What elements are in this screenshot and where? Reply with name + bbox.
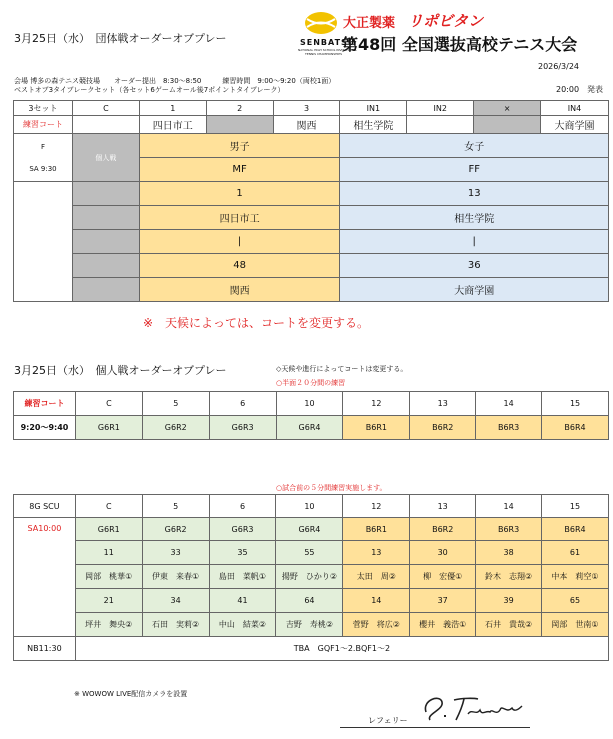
individual-order-title: 3月25日（水） 個人戦オーダーオブプレー	[14, 364, 227, 377]
team-header-court-1: 1	[139, 101, 206, 116]
player-cell: 揚野 ひかり②	[276, 565, 343, 589]
nb-text: TBA GQF1～2.BQF1～2	[75, 637, 608, 661]
practice-court-label: 練習コート	[14, 116, 73, 134]
logo-sub1: NATIONAL HIGH SCHOOL INVITATIONAL	[298, 48, 357, 52]
practice-round: G6R4	[276, 416, 343, 440]
right-seed-bottom: 36	[340, 254, 609, 278]
practice-header-court: 12	[343, 392, 410, 416]
match-slot-cell	[14, 134, 73, 182]
practice-round: B6R2	[410, 416, 476, 440]
publish-time: 20:00 発表	[556, 85, 604, 94]
match-header-court: 6	[209, 495, 276, 518]
player-cell: 島田 菜帆①	[209, 565, 276, 589]
gray-cell	[72, 254, 139, 278]
practice-cell: 大商学園	[541, 116, 609, 134]
half-court-note: ○半面２０分間の練習	[276, 379, 346, 387]
practice-cell: 関西	[273, 116, 340, 134]
practice-header-label: 練習コート	[14, 392, 76, 416]
right-team-bottom: 大商学園	[340, 278, 609, 302]
seed-cell: 64	[276, 589, 343, 613]
left-vs: |	[139, 230, 340, 254]
left-seed-bottom: 48	[139, 254, 340, 278]
match-header-court: 13	[410, 495, 476, 518]
match-header-court: C	[75, 495, 142, 518]
practice-round: G6R2	[142, 416, 209, 440]
match-header-court: 5	[142, 495, 209, 518]
round-cell: G6R3	[209, 518, 276, 541]
left-gender: 男子	[139, 134, 340, 158]
blank-cell	[14, 182, 73, 302]
individual-practice-table	[13, 391, 609, 440]
doc-date: 2026/3/24	[538, 62, 580, 71]
seed-cell: 34	[142, 589, 209, 613]
individual-match-table	[13, 494, 609, 661]
seed-cell: 65	[542, 589, 609, 613]
left-round: MF	[139, 158, 340, 182]
referee-label: レフェリー	[368, 716, 408, 725]
seed-cell: 38	[476, 541, 542, 565]
seed-cell: 61	[542, 541, 609, 565]
team-order-title: 3月25日（水） 団体戦オーダーオブプレー	[14, 32, 227, 45]
player-cell: 鈴木 志翔②	[476, 565, 542, 589]
player-cell: 伊東 来春①	[142, 565, 209, 589]
practice-round: B6R1	[343, 416, 410, 440]
court-change-note: ◇天候や進行によってコートは変更する。	[276, 365, 408, 373]
match-header-court: 12	[343, 495, 410, 518]
round-cell: G6R4	[276, 518, 343, 541]
player-cell: 中山 結菜②	[209, 613, 276, 637]
team-header-court-in2: IN2	[407, 101, 474, 116]
practice-round: B6R4	[542, 416, 609, 440]
player-cell: 吉野 寿桃②	[276, 613, 343, 637]
practice-round: G6R1	[75, 416, 142, 440]
round-cell: B6R3	[476, 518, 542, 541]
team-header-court-c: C	[72, 101, 139, 116]
tennis-ball-icon	[303, 10, 339, 36]
logo-sub2: TENNIS CHAMPIONSHIPS	[305, 52, 343, 56]
practice-cell	[72, 116, 139, 134]
player-cell: 菅野 将広②	[343, 613, 410, 637]
team-header-court-2: 2	[206, 101, 273, 116]
round-cell: G6R1	[75, 518, 142, 541]
practice-round: G6R3	[209, 416, 276, 440]
match-header-court: 15	[542, 495, 609, 518]
team-header-court-x: ×	[474, 101, 541, 116]
practice-cell: 四日市工	[139, 116, 206, 134]
practice-time: 9:20～9:40	[14, 416, 76, 440]
seed-cell: 21	[75, 589, 142, 613]
gray-cell	[72, 206, 139, 230]
player-cell: 岡部 世南①	[542, 613, 609, 637]
player-cell: 石田 実莉②	[142, 613, 209, 637]
logo-word: SENBATSU	[300, 38, 356, 47]
left-team-top: 四日市工	[139, 206, 340, 230]
practice-header-court: 6	[209, 392, 276, 416]
round-cell: B6R2	[410, 518, 476, 541]
match-label-f: F	[40, 142, 45, 151]
team-table	[13, 100, 609, 302]
team-header-court-in4: IN4	[541, 101, 609, 116]
nb-time: NB11:30	[14, 637, 76, 661]
product-name: リポビタン	[408, 12, 484, 30]
match-time: SA 9:30	[29, 164, 57, 173]
gray-cell	[72, 182, 139, 206]
practice-header-court: 14	[476, 392, 542, 416]
seed-cell: 14	[343, 589, 410, 613]
practice-cell	[206, 116, 273, 134]
player-cell: 坪井 舞央②	[75, 613, 142, 637]
seed-cell: 41	[209, 589, 276, 613]
match-header-court: 14	[476, 495, 542, 518]
round-cell: G6R2	[142, 518, 209, 541]
practice-header-court: 5	[142, 392, 209, 416]
weather-note: ※ 天候によっては、コートを変更する。	[143, 316, 370, 330]
category-label: 個人戦	[72, 134, 139, 182]
team-header-court-in1: IN1	[340, 101, 407, 116]
gray-cell	[72, 230, 139, 254]
right-round: FF	[340, 158, 609, 182]
practice-header-court: C	[75, 392, 142, 416]
left-team-bottom: 関西	[139, 278, 340, 302]
seed-cell: 13	[343, 541, 410, 565]
round-cell: B6R4	[542, 518, 609, 541]
practice-cell	[474, 116, 541, 134]
practice-round: B6R3	[476, 416, 542, 440]
player-cell: 太田 周②	[343, 565, 410, 589]
seed-cell: 39	[476, 589, 542, 613]
gray-cell	[72, 278, 139, 302]
practice-header-court: 10	[276, 392, 343, 416]
match-header-label: 8G SCU	[14, 495, 76, 518]
practice-cell	[407, 116, 474, 134]
start-time: SA10:00	[14, 518, 76, 637]
practice-header-court: 15	[542, 392, 609, 416]
right-vs: |	[340, 230, 609, 254]
player-cell: 石井 貴哉②	[476, 613, 542, 637]
camera-note: ※ WOWOW LIVE配信カメラを設置	[74, 690, 188, 698]
left-seed-top: 1	[139, 182, 340, 206]
match-header-court: 10	[276, 495, 343, 518]
senbatsu-logo	[303, 10, 339, 36]
seed-cell: 33	[142, 541, 209, 565]
player-cell: 岡部 桃華①	[75, 565, 142, 589]
venue-line-2: ベストオブ3タイブレークセット（各セット6ゲームオール後7ポイントタイブレーク）	[14, 86, 285, 94]
right-gender: 女子	[340, 134, 609, 158]
practice-cell: 相生学院	[340, 116, 407, 134]
seed-cell: 30	[410, 541, 476, 565]
referee-signature	[418, 690, 528, 728]
practice-header-court: 13	[410, 392, 476, 416]
seed-cell: 37	[410, 589, 476, 613]
team-header-sets: 3セット	[14, 101, 73, 116]
right-team-top: 相生学院	[340, 206, 609, 230]
seed-cell: 55	[276, 541, 343, 565]
venue-line-1: 会場 博多の森テニス競技場 オーダー提出 8:30～8:50 練習時間 9:00～9:20（両校1面）	[14, 77, 336, 85]
player-cell: 櫻井 義浩①	[410, 613, 476, 637]
player-cell: 中本 莉空①	[542, 565, 609, 589]
team-header-court-3: 3	[273, 101, 340, 116]
sponsor-name: 大正製薬	[343, 16, 396, 31]
seed-cell: 35	[209, 541, 276, 565]
player-cell: 柳 宏優①	[410, 565, 476, 589]
tournament-title: 第48回 全国選抜高校テニス大会	[342, 35, 578, 54]
right-seed-top: 13	[340, 182, 609, 206]
warmup-note: ○試合前の５分間練習実施します。	[276, 484, 387, 492]
round-cell: B6R1	[343, 518, 410, 541]
seed-cell: 11	[75, 541, 142, 565]
